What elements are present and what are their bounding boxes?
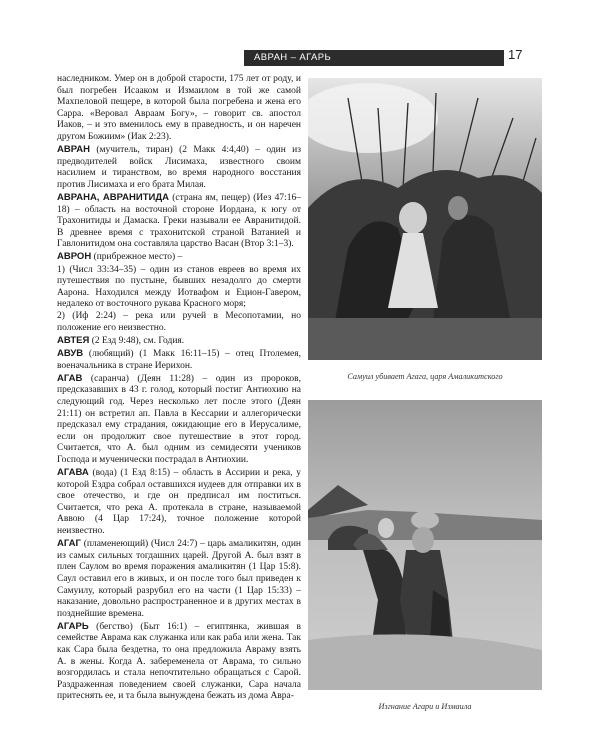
entry-text: (любящий) (1 Макк 16:11–15) – отец Птолемея, военачальника в стране Иерихон. xyxy=(57,349,301,371)
figure-caption-2: Изгнание Агари и Измаила xyxy=(378,702,472,711)
entry-headword: АГАВА xyxy=(57,467,89,479)
entry-text: (вода) (1 Езд 8:15) – область в Ассирии и река, у которой Ездра собрал оставшихся иудеев для отправки их в свое отечество, и где он предписал им поститься. Считается, что река А. протекала в стране, называемой Аввою (4 Цар 17:24), точное положение которой неизвестно. xyxy=(57,468,301,537)
dictionary-column xyxy=(57,74,301,703)
entry-paragraph xyxy=(57,265,301,311)
entry-paragraph xyxy=(57,348,301,372)
entry-headword: АВРАН xyxy=(57,144,90,156)
running-title: АВРАН – АГАРЬ xyxy=(244,50,504,66)
entry-text: 2) (Иф 2:24) – река или ручей в Месопотамии, но положение его неизвестно. xyxy=(57,311,301,333)
entry-headword: АВРОН xyxy=(57,251,92,263)
entry-paragraph xyxy=(57,621,301,703)
entry-headword: АВТЕЯ xyxy=(57,335,90,347)
entry-text: 1) (Числ 33:34–35) – один из станов евреев во время их путешествия по пустыне, бывших незадолго до смерти Аарона. Находился между Иотвафом и Ецион-Гавером, недалеко от восточного рукава Красного моря; xyxy=(57,264,301,310)
entry-text: наследником. Умер он в доброй старости, 175 лет от роду, и был погребен Исааком и Измаилом в той же самой Махпеловой пещере, в которой была погребена и жена его Сарра. «Веровал Авраам Богу», – говорит св. апостол Иаков, – и это вменилось ему в праведность, и он наречен другом Божиим» (Иак 2:23). xyxy=(57,74,301,142)
entry-text: (саранча) (Деян 11:28) – один из пророков, предсказавших в 43 г. голод, который постиг Антиохию на следующий год. Через несколько лет после этого (Деян 21:11) он встретил ап. Павла в Кессарии и аллегорически предсказал ему страдания, ожидающие его в Иерусалиме, если он продолжит свое путешествие в этот город. Считается, что А. был одним из семидесяти учеников Господа и мученически пострадал в Антиохии. xyxy=(57,373,301,465)
entry-text: (бегство) (Быт 16:1) – египтянка, жившая в семействе Аврама как служанка или как раба или жена. Так как Сара была бездетна, то она предложила Авраму взять А. в жены. Когда А. забеременела от Аврама, то сильно возгордилась и стала непочтительно обращаться с Сарой. Раздраженная поведением своей служанки, Сара начала притеснять ее, и та была вынуждена бежать из дома Авра- xyxy=(57,621,301,702)
entry-text: (2 Езд 9:48), см. Годия. xyxy=(89,336,185,347)
entry-paragraph xyxy=(57,467,301,538)
entry-headword: АГАГ xyxy=(57,538,81,550)
entry-headword: АВУВ xyxy=(57,348,84,360)
entry-headword: АГАВ xyxy=(57,372,83,384)
entry-headword: АВРАНА, АВРАНИТИДА xyxy=(57,191,169,203)
entry-text: (страна ям, пещер) (Иез 47:16–18) – область на восточной стороне Иордана, к югу от Трахонитиды и Дамаска. Греки называли ее Авранитидой. В древнее время с трахонитской страной Ватанией и Гавлонитидом она составляла царство Васан (Втор 3:1–3). xyxy=(57,192,301,250)
entry-paragraph xyxy=(57,192,301,251)
entry-paragraph xyxy=(57,251,301,264)
entry-paragraph xyxy=(57,335,301,348)
engraving-samuel-agag xyxy=(308,78,542,360)
page-number: 17 xyxy=(508,47,523,62)
entry-text: (мучитель, тиран) (2 Макк 4:4,40) – один из предводителей войск Лисимаха, известного своим насилием и тиранством, во время народного восстания против Лисимаха и его брата Милая. xyxy=(57,145,301,190)
entry-headword: АГАРЬ xyxy=(57,620,89,632)
entry-paragraph xyxy=(57,144,301,191)
figure-caption-1: Самуил убивает Агага, царя Амаликитского xyxy=(347,372,503,381)
entry-text: (прибрежное место) – xyxy=(91,252,183,263)
entry-paragraph xyxy=(57,538,301,620)
entry-paragraph xyxy=(57,74,301,144)
entry-paragraph xyxy=(57,311,301,334)
engraving-hagar-ishmael xyxy=(308,400,542,690)
entry-paragraph xyxy=(57,373,301,467)
entry-text: (пламенеющий) (Числ 24:7) – царь амаликитян, один из самых сильных тогдашних царей. Другой А. был взят в плен Саулом во время поражения амаликитян (1 Цар 15:8). Саул оставил его в живых, и он после того был приведен к Самуилу, который разрубил его на части (1 Цар 15:33) – наказание, довольно распространенное и в других местах в позднейшие времена. xyxy=(57,539,301,619)
